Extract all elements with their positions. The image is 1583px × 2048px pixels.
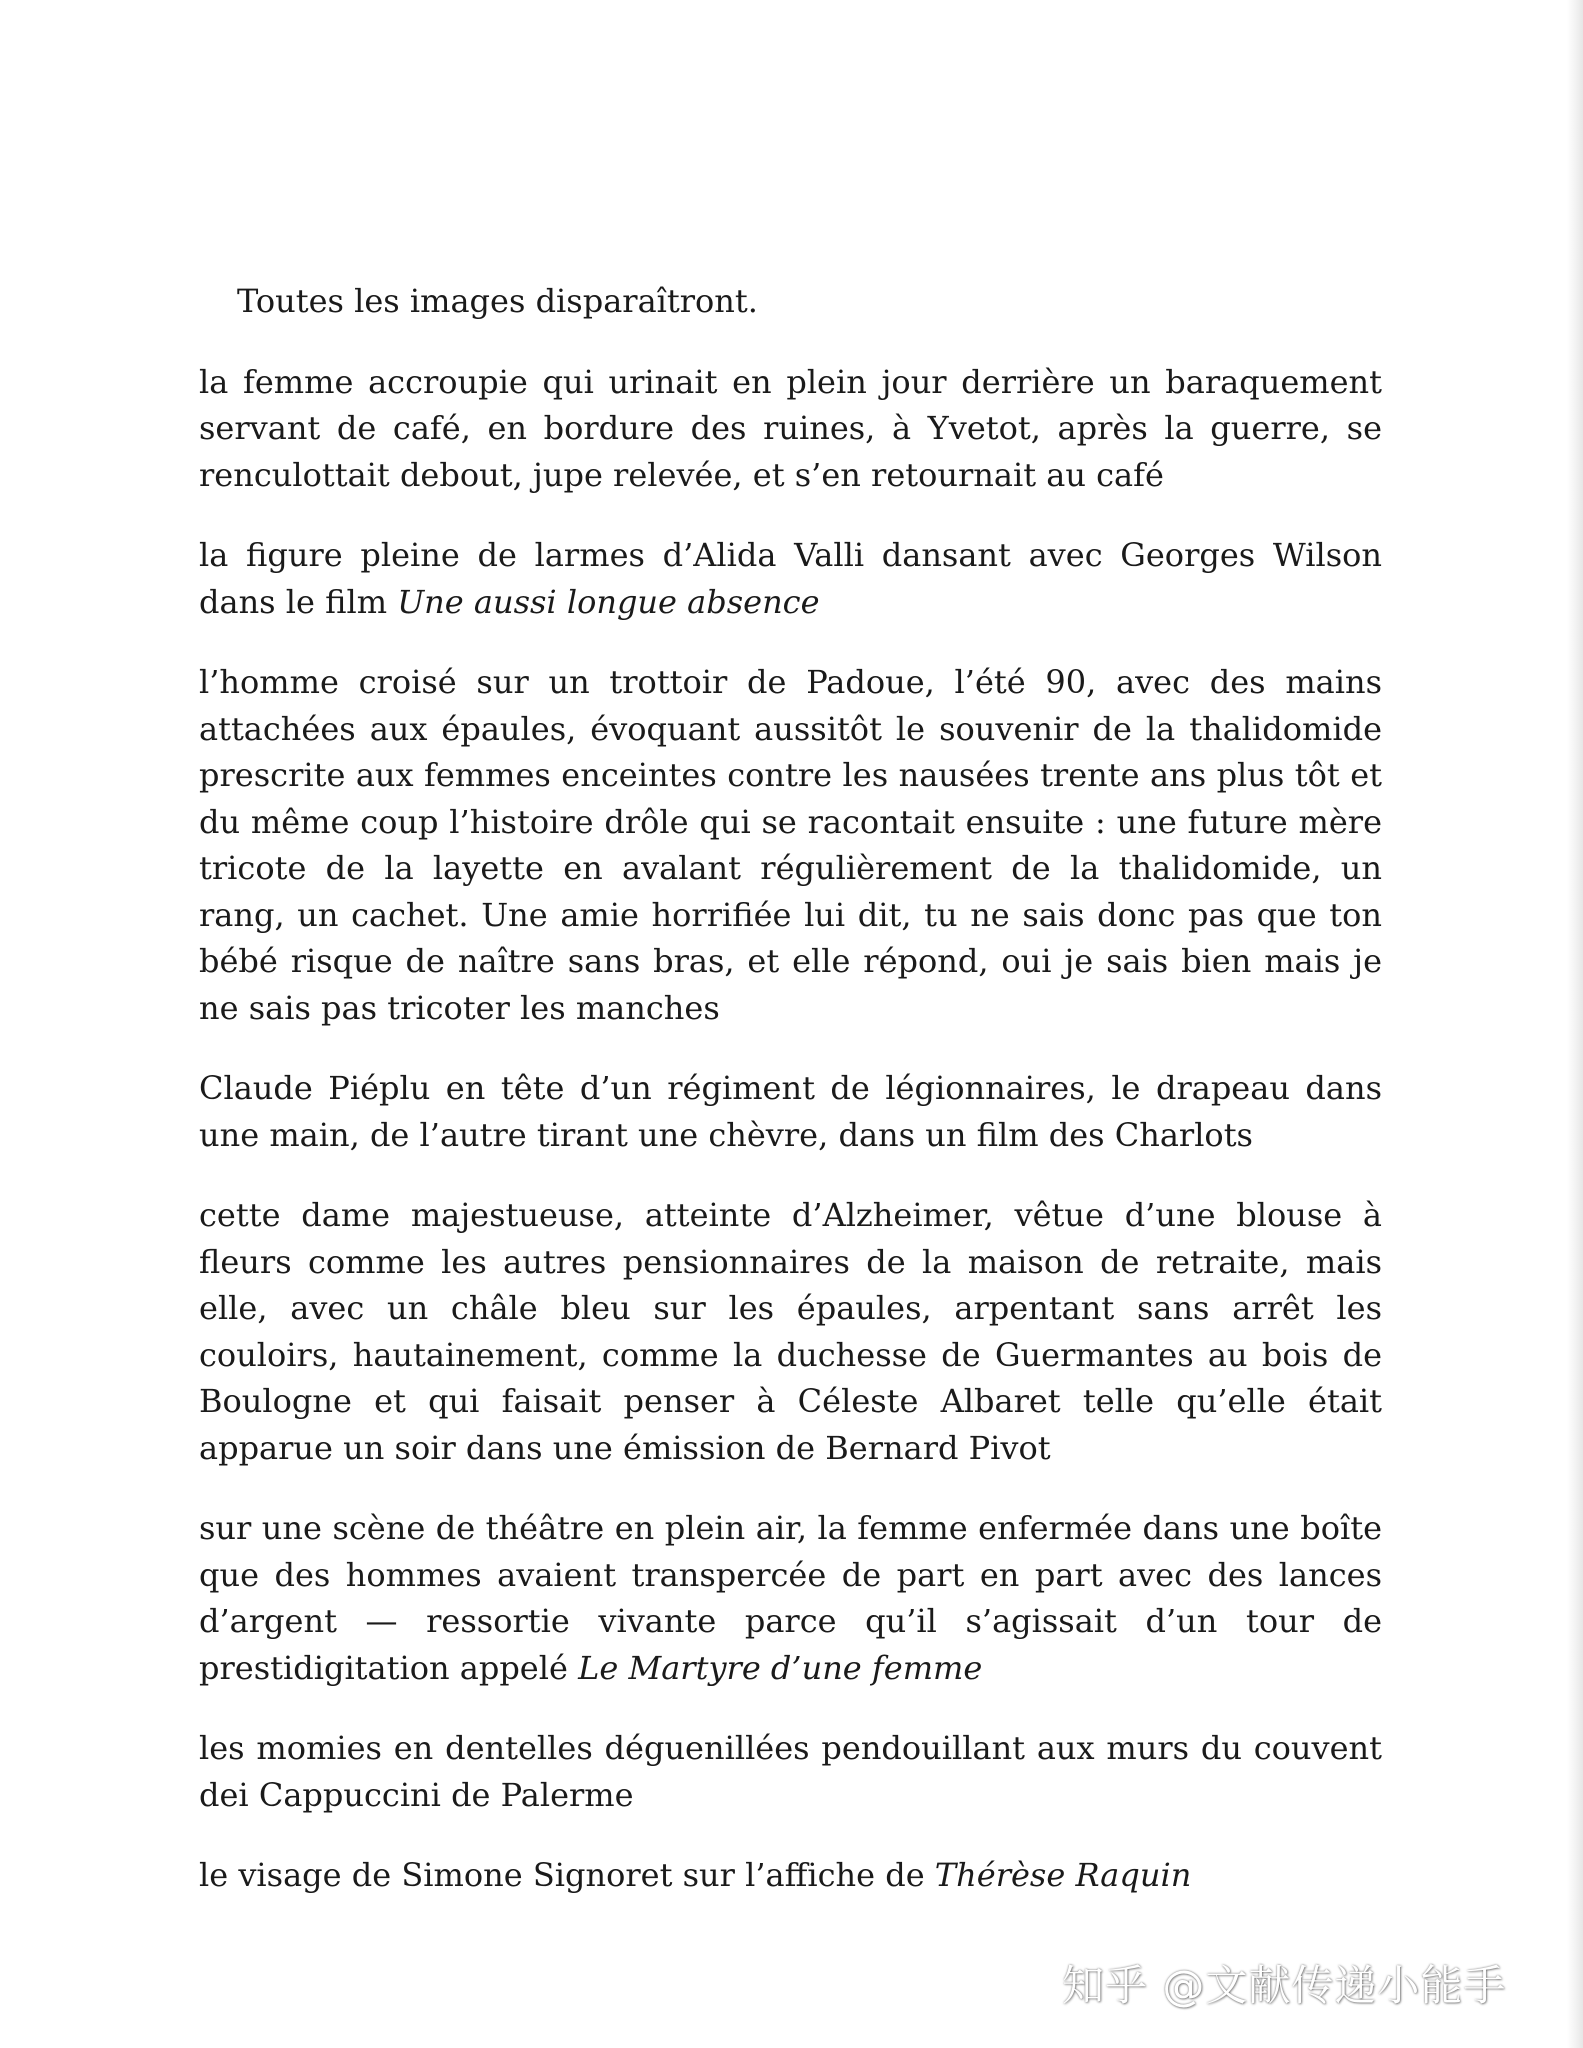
paragraph-text: cette dame majestueuse, atteinte d’Alzheimer, vêtue d’une blouse à fleurs comme les autres pensionnaires de la maison de retraite, mais elle, avec un châle bleu sur les épaules, arpentant sans arrêt les couloirs, hautainement, comme la duchesse de Guermantes au bois de Boulogne et qui faisait penser à Céleste Albaret telle qu’elle était apparue un soir dans une émission de Bernard Pivot [199,1196,1382,1467]
paragraph-7 [199,1725,1382,1818]
opening-line: Toutes les images disparaîtront. [237,282,758,320]
watermark: 知乎 @文献传递小能手 [1062,1961,1507,2010]
paragraph-text: la femme accroupie qui urinait en plein jour derrière un baraquement servant de café, en bordure des ruines, à Yvetot, après la guerre, se renculottait debout, jupe relevée, et s’en retournait au café [199,362,1382,494]
film-title: Une aussi longue absence [397,582,820,621]
poster-title: Thérèse Raquin [934,1856,1192,1894]
paragraph-6 [199,1505,1382,1691]
paragraph-text: l’homme croisé sur un trottoir de Padoue, l’été 90, avec des mains attachées aux épaules, évoquant aussitôt le souvenir de la thalidomide prescrite aux femmes enceintes contre les nausées trente ans plus tôt et du même coup l’histoire drôle qui se racontait ensuite : une future mère tricote de la layette en avalant régulièrement de la thalidomide, un rang, un cachet. Une amie horrifiée lui dit, tu ne sais donc pas que ton bébé risque de naître sans bras, et elle répond, oui je sais bien mais je ne sais pas tricoter les manches [199,663,1382,1027]
paragraph-4 [199,1065,1382,1158]
paragraph-text: Claude Piéplu en tête d’un régiment de légionnaires, le drapeau dans une main, de l’autre tirant une chèvre, dans un film des Charlots [199,1069,1382,1154]
page-edge-shadow [1567,0,1583,2048]
paragraph-8 [199,1852,1382,1899]
paragraph-5 [199,1192,1382,1471]
paragraph-text: les momies en dentelles déguenillées pendouillant aux murs du couvent dei Cappuccini de Palerme [199,1729,1382,1814]
paragraph-1 [199,359,1382,499]
paragraph-2 [199,532,1382,625]
paragraph-3 [199,659,1382,1031]
show-title: Le Martyre d’une femme [578,1648,983,1687]
page-text [199,278,1382,1899]
paragraph-text: la figure pleine de larmes d’Alida Valli dansant avec Georges Wilson dans le film [199,536,1382,621]
paragraph-text: le visage de Simone Signoret sur l’affiche de [199,1856,935,1894]
paragraph-text: sur une scène de théâtre en plein air, la femme enfermée dans une boîte que des hommes avaient transpercée de part en part avec des lances d’argent — ressortie vivante parce qu’il s’agissait d’un tour de prestidigitation appelé [199,1509,1382,1687]
